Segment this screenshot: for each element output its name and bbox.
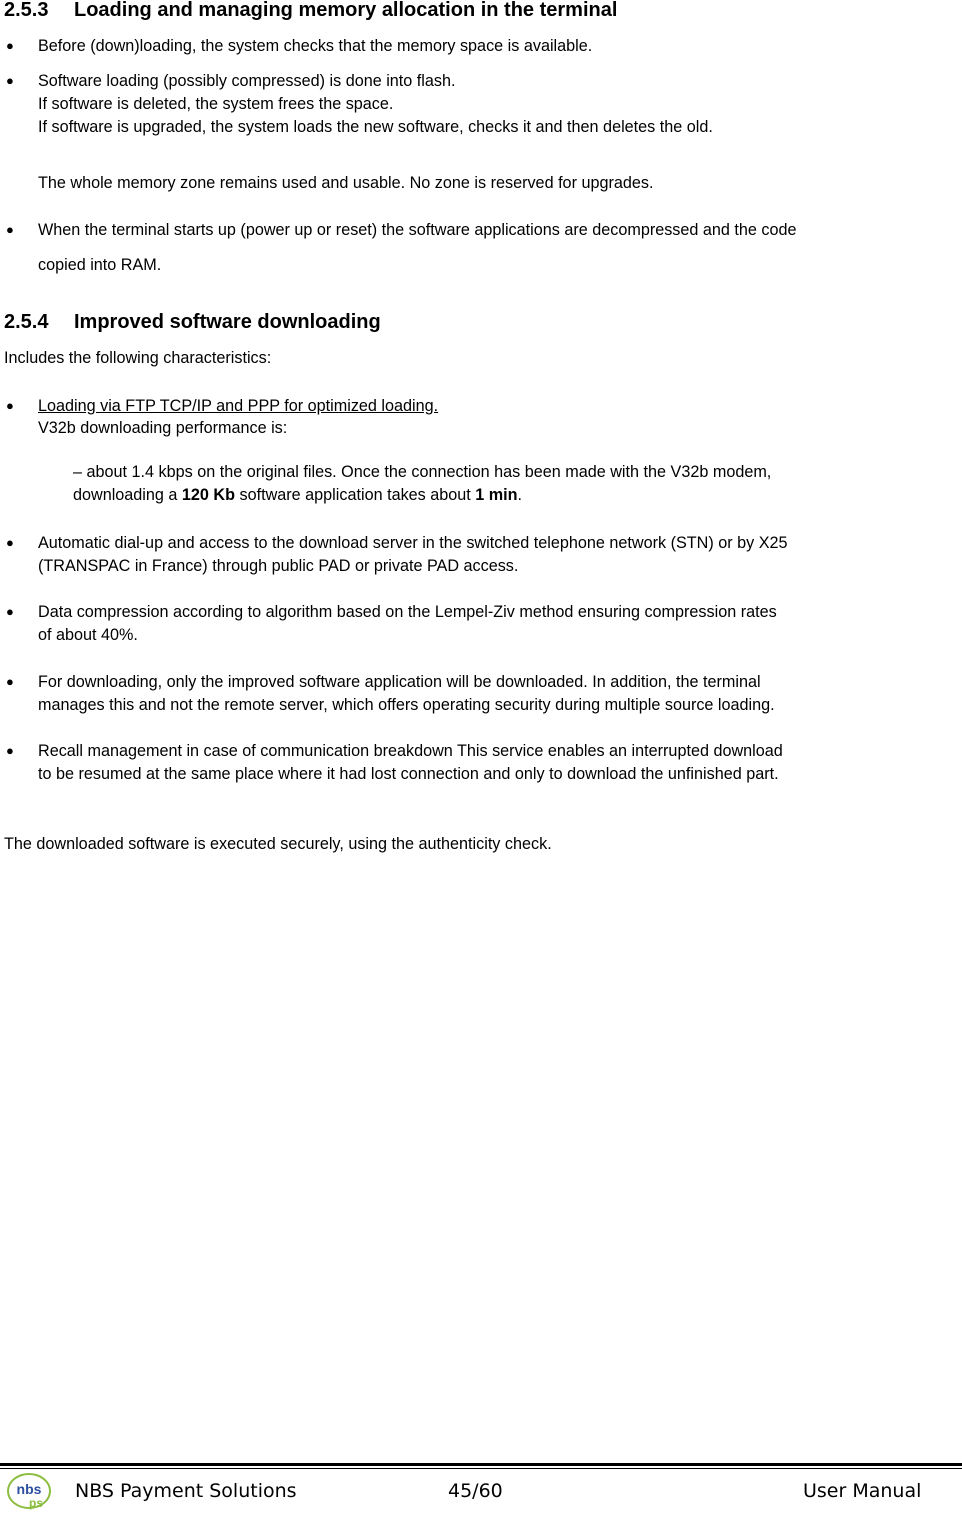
paragraph: The downloaded software is executed securely, using the authenticity check. (4, 835, 552, 853)
footer-divider-thin (0, 1468, 962, 1469)
bullet-icon: ● (6, 674, 14, 689)
paragraph: Automatic dial-up and access to the download server in the switched telephone network (STN) or by X25 (38, 534, 788, 552)
section-number: 2.5.4 (4, 311, 49, 333)
paragraph: Before (down)loading, the system checks that the memory space is available. (38, 37, 593, 55)
bullet-icon: ● (6, 38, 14, 53)
paragraph: For downloading, only the improved software application will be downloaded. In addition, the terminal (38, 673, 761, 691)
footer-doc-title: User Manual (803, 1480, 922, 1502)
bullet-icon: ● (6, 604, 14, 619)
nbs-logo (6, 1472, 52, 1510)
logo-text-bottom: ps (28, 1496, 44, 1510)
footer-company: NBS Payment Solutions (75, 1480, 297, 1502)
paragraph: copied into RAM. (38, 256, 162, 274)
paragraph: – about 1.4 kbps on the original files. Once the connection has been made with the V32b modem, (73, 463, 772, 481)
logo-text-top: nbs (16, 1481, 42, 1497)
bold-time: 1 min (475, 486, 518, 504)
paragraph: (TRANSPAC in France) through public PAD or private PAD access. (38, 557, 519, 575)
text-span: software application takes about (235, 486, 476, 504)
paragraph: When the terminal starts up (power up or reset) the software applications are decompressed and the code (38, 221, 797, 239)
bullet-icon: ● (6, 222, 14, 237)
section-number: 2.5.3 (4, 0, 49, 21)
footer-page-number: 45/60 (448, 1480, 503, 1502)
bold-size: 120 Kb (181, 486, 235, 504)
footer-divider (0, 1463, 962, 1466)
paragraph: of about 40%. (38, 626, 138, 644)
paragraph: If software is upgraded, the system loads the new software, checks it and then deletes the old. (38, 118, 713, 136)
paragraph (73, 486, 522, 505)
section-heading-2-5-3 (4, 0, 617, 22)
paragraph: Software loading (possibly compressed) is done into flash. (38, 72, 456, 90)
paragraph: If software is deleted, the system frees the space. (38, 95, 394, 113)
ftp-loading-link[interactable]: Loading via FTP TCP/IP and PPP for optimized loading. (38, 397, 439, 415)
bullet-icon: ● (6, 743, 14, 758)
paragraph: manages this and not the remote server, which offers operating security during multiple source loading. (38, 696, 775, 714)
paragraph: to be resumed at the same place where it had lost connection and only to download the unfinished part. (38, 765, 779, 783)
paragraph: Data compression according to algorithm based on the Lempel-Ziv method ensuring compression rates (38, 603, 777, 621)
bullet-icon: ● (6, 535, 14, 550)
paragraph: V32b downloading performance is: (38, 419, 288, 437)
section-title: Improved software downloading (74, 311, 381, 333)
bullet-icon: ● (6, 398, 14, 413)
paragraph: Recall management in case of communication breakdown This service enables an interrupted download (38, 742, 783, 760)
text-span: downloading a (73, 486, 182, 504)
section-title: Loading and managing memory allocation in the terminal (74, 0, 618, 21)
text-span: . (517, 486, 523, 504)
section-heading-2-5-4 (4, 311, 381, 334)
paragraph: Includes the following characteristics: (4, 349, 272, 367)
bullet-icon: ● (6, 73, 14, 88)
paragraph: The whole memory zone remains used and usable. No zone is reserved for upgrades. (38, 174, 654, 192)
